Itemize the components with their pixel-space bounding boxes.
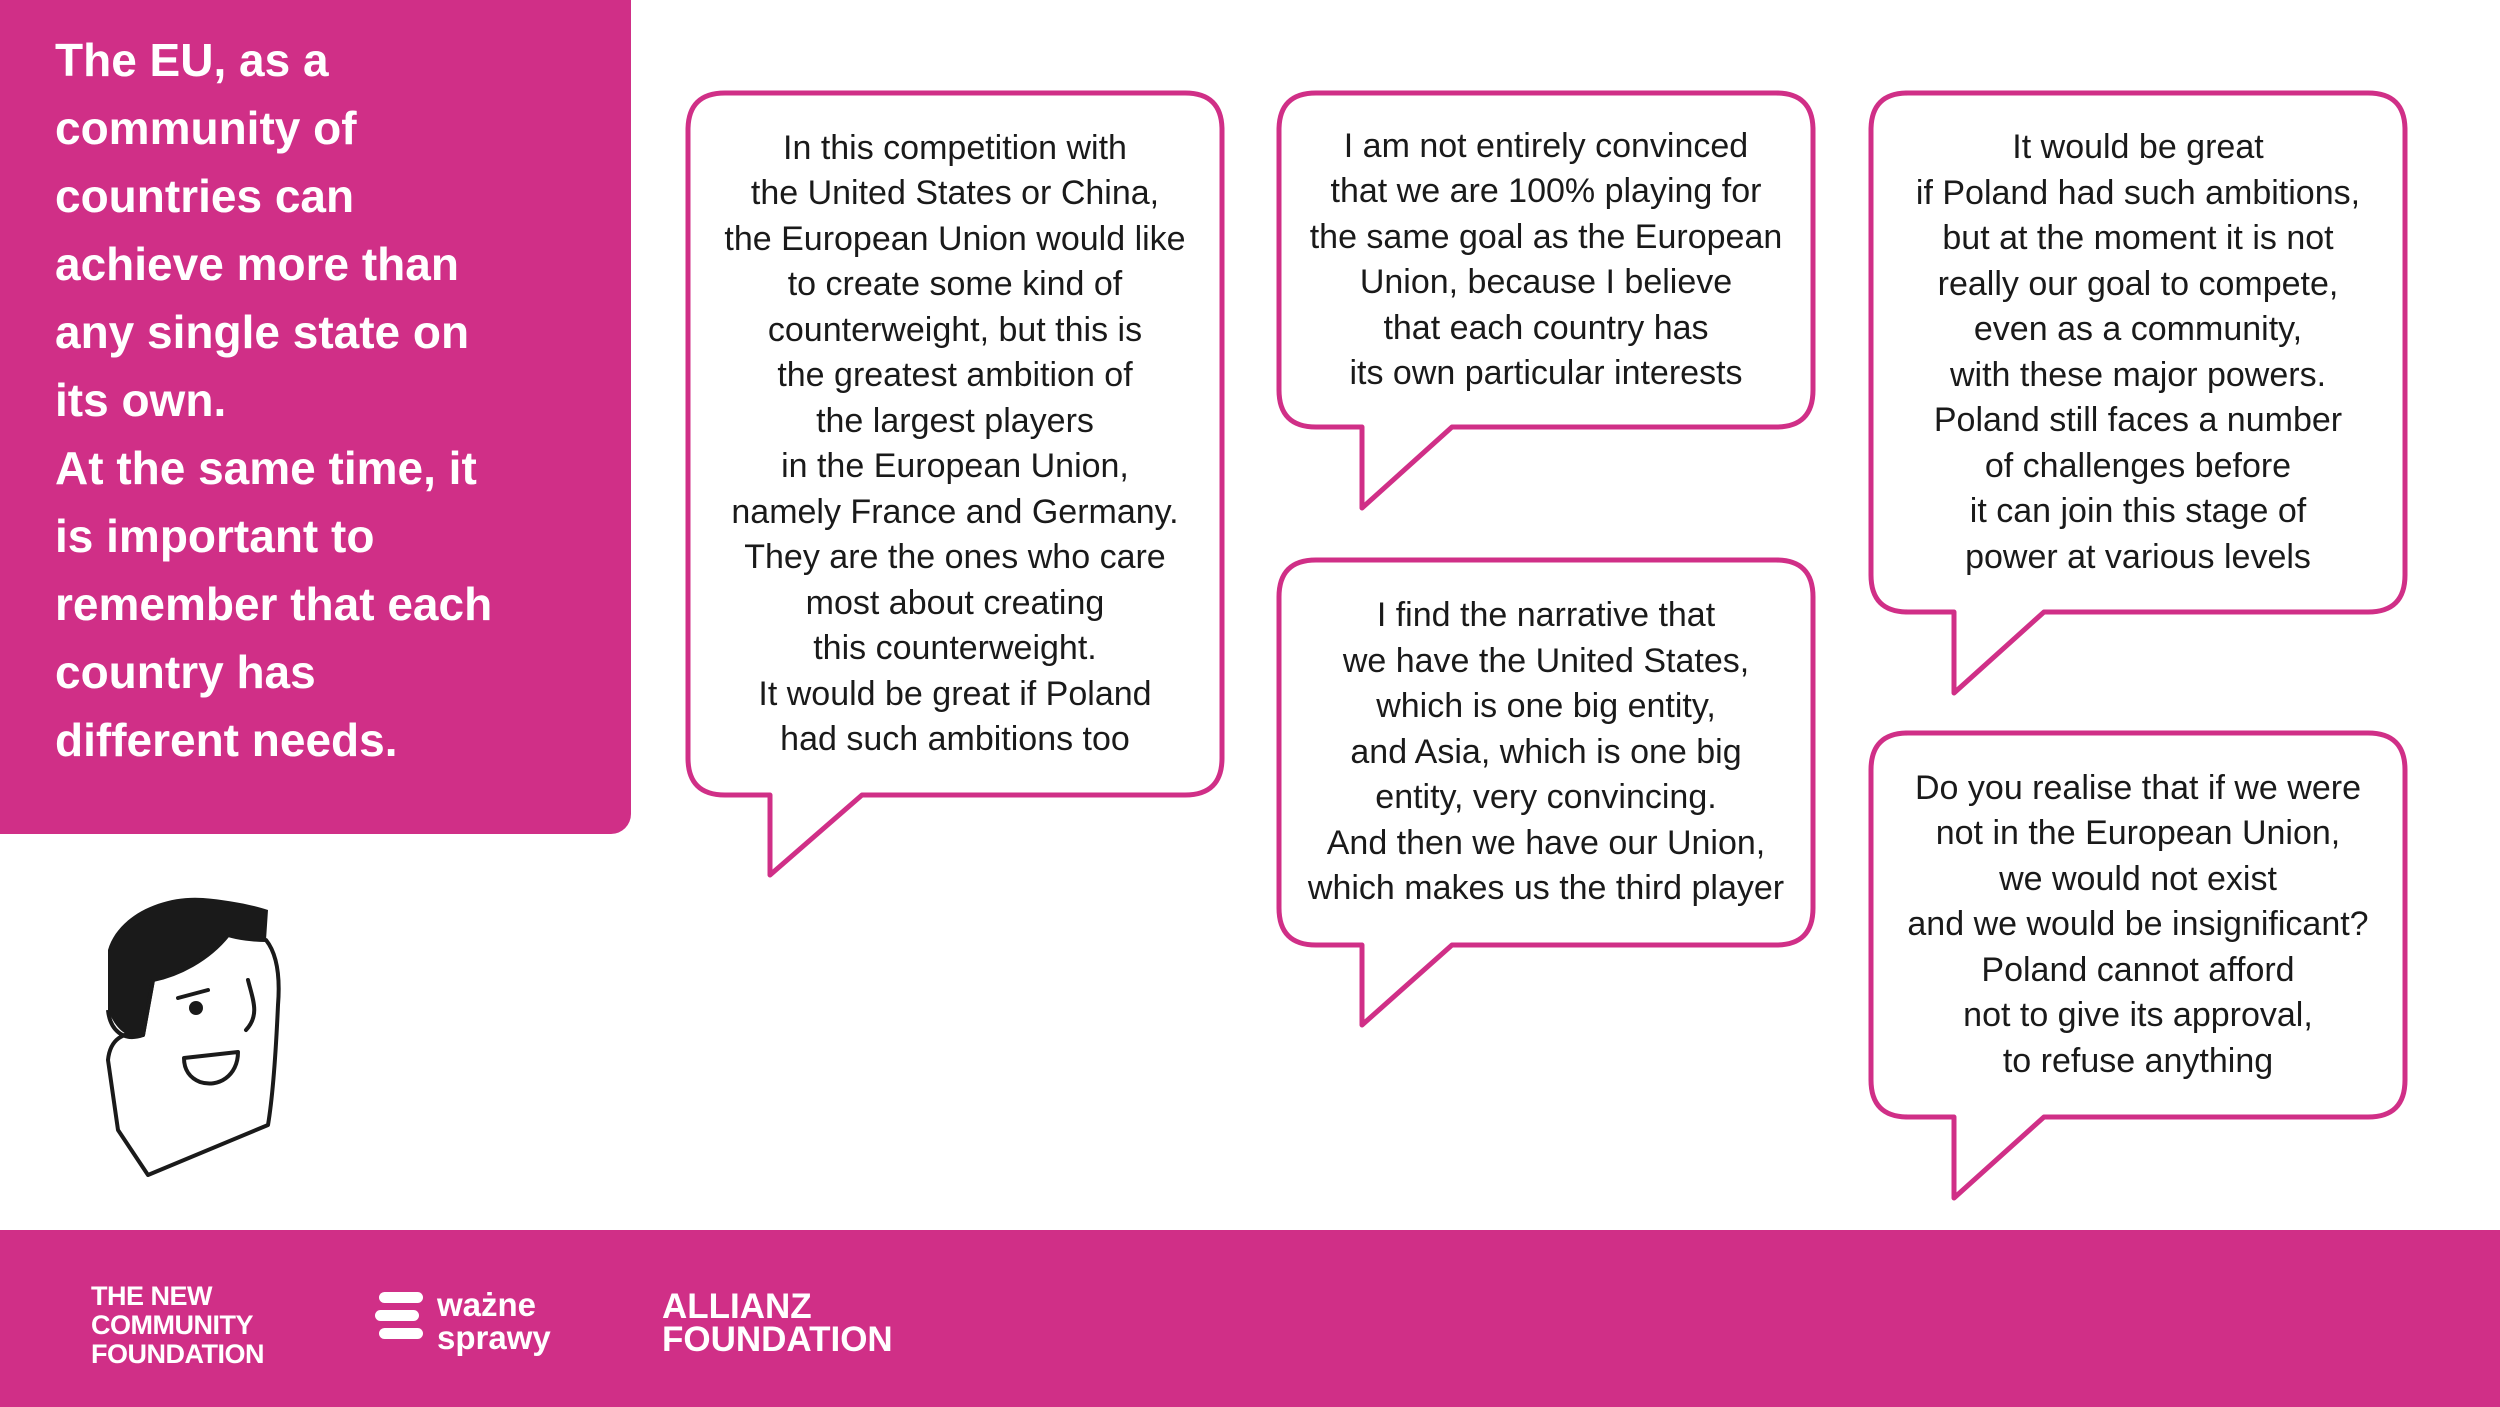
quote-bubble-3	[1279, 560, 1813, 945]
quote-text	[1907, 766, 2368, 1085]
headline-line: different needs.	[55, 714, 398, 766]
quote-line: its own particular interests	[1349, 354, 1743, 392]
quote-line: not in the European Union,	[1935, 814, 2341, 853]
quote-line: but at the moment it is not	[1942, 219, 2334, 257]
headline-line: The EU, as a	[55, 34, 329, 86]
logo-line: COMMUNITY	[91, 1310, 253, 1340]
quote-text	[1916, 125, 2360, 580]
quote-line: we would not exist	[1999, 859, 2277, 898]
logo-line: FOUNDATION	[662, 1320, 893, 1359]
allianz-foundation-logo	[662, 1287, 893, 1359]
quote-line: and we would be insignificant?	[1907, 905, 2369, 944]
quote-line: the European Union would like	[724, 219, 1186, 258]
quote-line: I find the narrative that	[1376, 596, 1716, 635]
headline-line: remember that each	[55, 578, 493, 630]
quote-line: It would be great	[2012, 128, 2264, 166]
quote-line: namely France and Germany.	[731, 492, 1179, 531]
quote-bubble-5	[1871, 733, 2405, 1117]
quote-bubble-1	[688, 93, 1222, 795]
quote-bubble-2	[1279, 93, 1813, 427]
quote-line: that we are 100% playing for	[1330, 172, 1762, 210]
quote-line: if Poland had such ambitions,	[1915, 173, 2361, 212]
quote-line: I am not entirely convinced	[1343, 126, 1749, 165]
headline-line: achieve more than	[55, 238, 459, 290]
quote-text	[1310, 124, 1783, 397]
quote-line: the greatest ambition of	[777, 356, 1133, 394]
quote-line: not to give its approval,	[1963, 996, 2313, 1035]
headline-line: community of	[55, 102, 357, 154]
quote-line: of challenges before	[1984, 446, 2292, 485]
quote-line: which makes us the third player	[1307, 869, 1785, 908]
logo-line: THE NEW	[91, 1281, 212, 1311]
quote-line: had such ambitions too	[780, 720, 1130, 758]
logo-line: FOUNDATION	[91, 1339, 264, 1369]
quote-line: to create some kind of	[787, 265, 1123, 303]
quote-line: most about creating	[805, 583, 1105, 622]
quote-line: the same goal as the European	[1309, 217, 1783, 256]
quote-line: with these major powers.	[1949, 355, 2327, 394]
quote-line: really our goal to compete,	[1937, 264, 2339, 303]
quote-line: Poland still faces a number	[1933, 401, 2343, 439]
quote-text	[724, 126, 1185, 763]
headline-line: its own.	[55, 374, 227, 426]
quote-line: it can join this stage of	[1969, 492, 2307, 530]
quote-line: Union, because I believe	[1359, 263, 1733, 301]
quote-line: counterweight, but this is	[767, 310, 1143, 349]
wazne-sprawy-wordmark	[437, 1288, 551, 1354]
quote-bubble-4	[1871, 93, 2405, 612]
quote-line: the largest players	[816, 401, 1094, 440]
quote-line: and Asia, which is one big	[1350, 732, 1742, 771]
quote-text	[1308, 593, 1784, 912]
headline-line: At the same time, it	[55, 442, 477, 494]
logo-line: ALLIANZ	[662, 1287, 812, 1326]
wazne-sprawy-logo	[375, 1288, 565, 1358]
quote-line: we have the United States,	[1342, 641, 1750, 680]
quote-line: They are the ones who care	[744, 538, 1166, 576]
quote-line: to refuse anything	[2002, 1041, 2274, 1080]
stacked-bars-icon	[375, 1292, 425, 1340]
person-face-icon	[78, 880, 298, 1200]
new-community-foundation-logo	[91, 1282, 264, 1369]
quote-line: entity, very convincing.	[1375, 778, 1717, 817]
headline-line: is important to	[55, 510, 375, 562]
quote-line: It would be great if Poland	[758, 674, 1152, 713]
quote-line: And then we have our Union,	[1326, 823, 1766, 862]
headline	[55, 26, 615, 774]
footer	[0, 1230, 2500, 1407]
quote-line: that each country has	[1383, 308, 1709, 347]
quote-line: power at various levels	[1965, 537, 2311, 576]
quote-line: the United States or China,	[750, 174, 1160, 212]
headline-line: any single state on	[55, 306, 470, 358]
quote-line: Poland cannot afford	[1981, 950, 2295, 989]
intro-panel	[0, 0, 631, 834]
quote-line: even as a community,	[1973, 310, 2303, 348]
quote-line: In this competition with	[783, 128, 1127, 167]
quote-line: this counterweight.	[813, 629, 1097, 667]
quote-line: in the European Union,	[781, 447, 1129, 485]
headline-line: country has	[55, 646, 316, 698]
logo-line: ważne	[437, 1286, 537, 1323]
quote-line: Do you realise that if we were	[1915, 768, 2361, 807]
quote-line: which is one big entity,	[1376, 687, 1716, 726]
logo-line: sprawy	[437, 1319, 551, 1356]
headline-line: countries can	[55, 170, 355, 222]
